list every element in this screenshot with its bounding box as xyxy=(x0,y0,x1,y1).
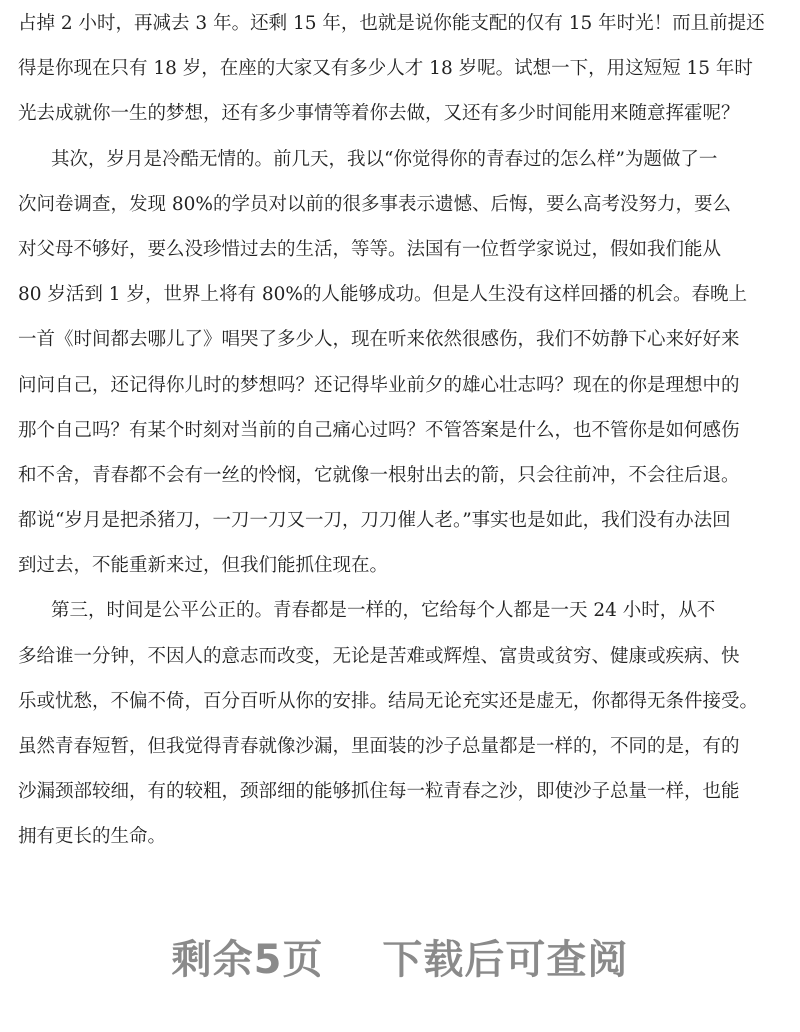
download-prompt[interactable] xyxy=(0,928,800,985)
text-line: 到过去，不能重新来过，但我们能抓住现在。 xyxy=(18,555,389,577)
text-line: 一首《时间都去哪儿了》唱哭了多少人，现在听来依然很感伤，我们不妨静下心来好好来 xyxy=(18,329,740,351)
text-line: 拥有更长的生命。 xyxy=(18,826,167,848)
text-line: 其次，岁月是冷酷无情的。前几天，我以“你觉得你的青春过的怎么样”为题做了一 xyxy=(51,148,718,170)
text-line: 都说“岁月是把杀猪刀，一刀一刀又一刀，刀刀催人老。”事实也是如此，我们没有办法回 xyxy=(18,510,731,532)
text-line: 沙漏颈部较细，有的较粗，颈部细的能够抓住每一粒青春之沙，即使沙子总量一样，也能 xyxy=(18,781,740,803)
text-line: 乐或忧愁，不偏不倚，百分百听从你的安排。结局无论充实还是虚无，你都得无条件接受。 xyxy=(18,690,759,712)
text-line: 多给谁一分钟，不因人的意志而改变，无论是苦难或辉煌、富贵或贫穷、健康或疾病、快 xyxy=(18,645,740,667)
text-line: 对父母不够好，要么没珍惜过去的生活，等等。法国有一位哲学家说过，假如我们能从 xyxy=(18,238,722,260)
text-line: 和不舍，青春都不会有一丝的怜悯，它就像一根射出去的箭，只会往前冲，不会往后退。 xyxy=(18,464,740,486)
text-line: 80 岁活到 1 岁，世界上将有 80%的人能够成功。但是人生没有这样回播的机会。春晚上 xyxy=(18,284,747,306)
text-line: 那个自己吗？有某个时刻对当前的自己痛心过吗？不管答案是什么，也不管你是如何感伤 xyxy=(18,419,740,441)
remaining-pages-label: 剩余5页 xyxy=(171,937,324,983)
text-line: 光去成就你一生的梦想，还有多少事情等着你去做，又还有多少时间能用来随意挥霍呢？ xyxy=(18,103,740,125)
text-line: 问问自己，还记得你儿时的梦想吗？还记得毕业前夕的雄心壮志吗？现在的你是理想中的 xyxy=(18,374,740,396)
download-to-view-label: 下载后可查阅 xyxy=(382,937,629,983)
document-body xyxy=(18,8,782,867)
text-line: 得是你现在只有 18 岁，在座的大家又有多少人才 18 岁呢。试想一下，用这短短 15 年时 xyxy=(18,58,753,80)
text-line: 第三，时间是公平公正的。青春都是一样的，它给每个人都是一天 24 小时，从不 xyxy=(51,600,716,622)
text-line: 虽然青春短暂，但我觉得青春就像沙漏，里面装的沙子总量都是一样的，不同的是，有的 xyxy=(18,736,740,757)
text-line: 次问卷调查，发现 80%的学员对以前的很多事表示遗憾、后悔，要么高考没努力，要么 xyxy=(18,193,732,215)
text-line: 占掉 2 小时，再减去 3 年。还剩 15 年，也就是说你能支配的仅有 15 年时光！而且前提还 xyxy=(18,13,765,34)
